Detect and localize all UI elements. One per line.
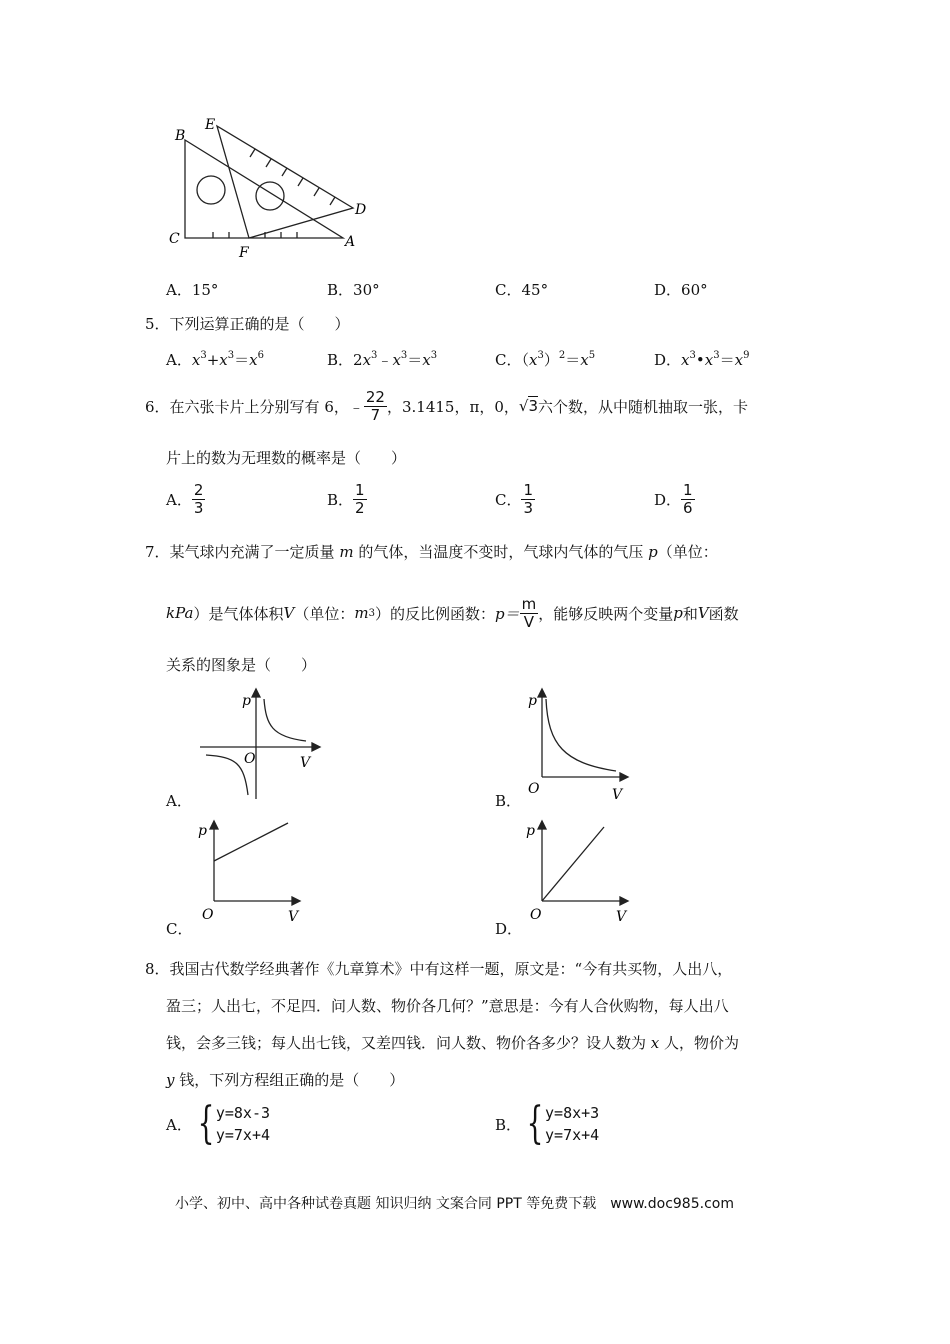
- graph-c[interactable]: [196, 815, 306, 927]
- q4-option-d[interactable]: D．60°: [654, 281, 708, 299]
- q6-option-c[interactable]: C． $\frac{1}{3}$: [495, 481, 534, 517]
- label-B: B: [175, 128, 186, 144]
- graph-d[interactable]: [524, 815, 634, 927]
- label-F: F: [239, 245, 249, 261]
- svg-text:O: O: [530, 907, 542, 923]
- q6-option-b[interactable]: B． $\frac{1}{2}$: [327, 481, 365, 517]
- q7-line1: 7．某气球内充满了一定质量 m 的气体，当温度不变时，气球内气体的气压 p（单位：: [145, 543, 718, 561]
- q7-option-d[interactable]: D．: [495, 920, 523, 938]
- q5-option-c[interactable]: C．$(x^3)^2=x^5$: [495, 350, 596, 369]
- q8-option-a[interactable]: A． { y=8x-3 y=7x+4: [166, 1098, 271, 1149]
- q6-line2: 片上的数为无理数的概率是（ ）: [166, 449, 407, 467]
- q8-line1: 8．我国古代数学经典著作《九章算术》中有这样一题，原文是：“今有共买物，人出八，: [145, 960, 733, 978]
- svg-text:O: O: [202, 907, 214, 923]
- graph-b[interactable]: [524, 685, 634, 803]
- q7-option-c[interactable]: C．: [166, 920, 193, 938]
- q6-option-d[interactable]: D． $\frac{1}{6}$: [654, 481, 693, 517]
- label-D: D: [355, 202, 367, 218]
- q5-stem: 5．下列运算正确的是（ ）: [145, 315, 350, 333]
- svg-text:V: V: [288, 909, 299, 925]
- q5-option-d[interactable]: D．$x^3•x^3=x^9$: [654, 350, 750, 369]
- q8-line3: 钱，会多三钱；每人出七钱，又差四钱．问人数、物价各多少？设人数为 x 人，物价为: [166, 1034, 740, 1052]
- q8-option-b[interactable]: B． { y=8x+3 y=7x+4: [495, 1098, 600, 1149]
- label-A: A: [345, 234, 356, 250]
- svg-text:O: O: [528, 781, 540, 797]
- svg-text:p: p: [198, 823, 207, 839]
- q4-option-c[interactable]: C．45°: [495, 281, 549, 299]
- q5-option-a[interactable]: A．$x^3+x^3=x^6$: [166, 350, 264, 369]
- svg-text:p: p: [528, 693, 537, 709]
- q8-line2: 盈三；人出七，不足四．问人数、物价各几何？”意思是：今有人合伙购物，每人出八: [166, 997, 729, 1015]
- q7-option-a[interactable]: A．: [166, 792, 192, 810]
- q7-option-b[interactable]: B．: [495, 792, 522, 810]
- sqrt-symbol: √3: [518, 397, 538, 415]
- svg-text:V: V: [300, 755, 311, 771]
- svg-text:O: O: [244, 751, 256, 767]
- svg-text:p: p: [526, 823, 535, 839]
- svg-text:V: V: [616, 909, 627, 925]
- q4-option-a[interactable]: A．15°: [166, 281, 219, 299]
- q6-stem: 6． 在六张卡片上分别写有 6， ﹣ $\frac{22}{7}$ ，3.1415，π，0， √3 六个数，从中随机抽取一张，卡: [145, 387, 748, 424]
- graph-a[interactable]: [196, 685, 326, 803]
- q4-option-b[interactable]: B．30°: [327, 281, 380, 299]
- q5-option-b[interactable]: B．$2x^3﹣x^3=x^3$: [327, 350, 438, 369]
- svg-text:V: V: [612, 787, 623, 803]
- label-E: E: [205, 117, 216, 133]
- q7-line3: 关系的图象是（ ）: [166, 656, 317, 674]
- triangle-figure: [165, 112, 380, 262]
- svg-text:p: p: [242, 693, 251, 709]
- q7-line2: kPa ）是气体体积 V （单位： m 3 ）的反比例函数： p＝ $\frac{m}{V}$ ，能够反映两个变量 p 和 V 函数: [166, 594, 739, 631]
- q6-option-a[interactable]: A． $\frac{2}{3}$: [166, 481, 204, 517]
- page-footer: 小学、初中、高中各种试卷真题 知识归纳 文案合同 PPT 等免费下载 www.doc985.com: [175, 1196, 734, 1212]
- q8-line4: y 钱，下列方程组正确的是（ ）: [166, 1071, 405, 1089]
- label-C: C: [169, 231, 180, 247]
